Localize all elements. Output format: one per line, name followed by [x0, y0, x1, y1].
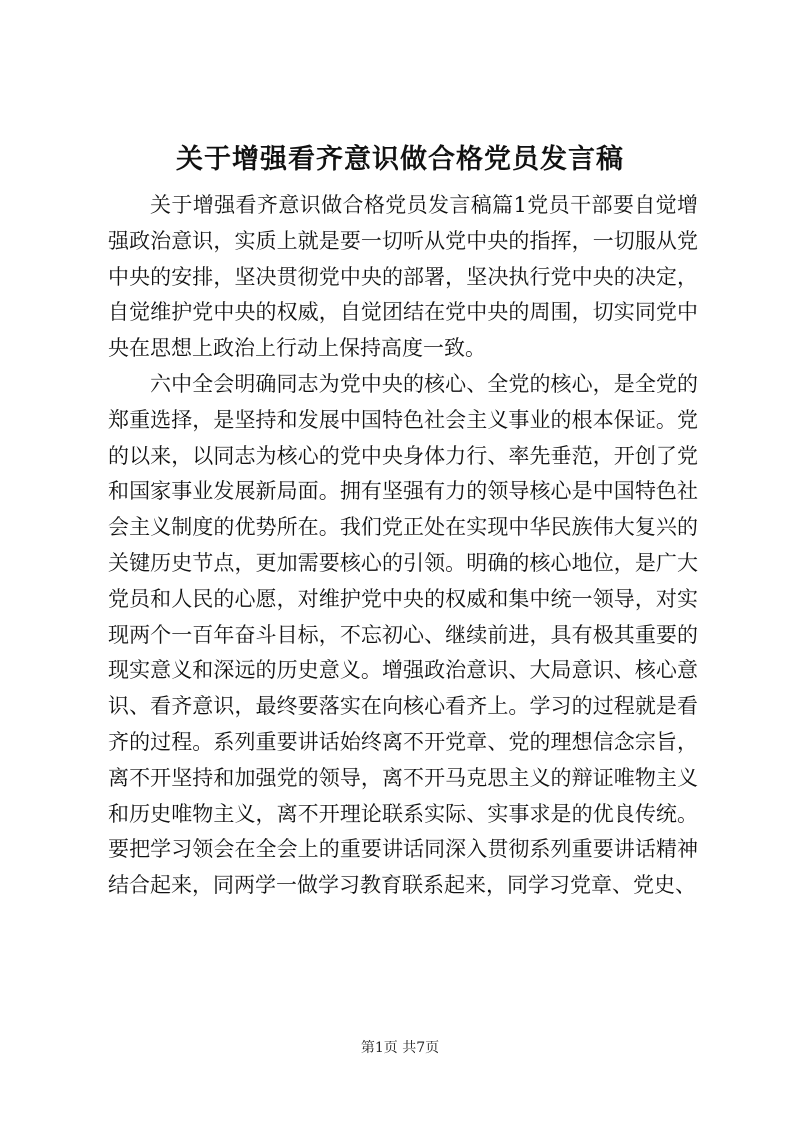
paragraph-2: 六中全会明确同志为党中央的核心、全党的核心，是全党的郑重选择，是坚持和发展中国特色社会主义事业的根本保证。党的以来，以同志为核心的党中央身体力行、率先垂范，开创了党和国家事业发展新局面。拥有坚强有力的领导核心是中国特色社会主义制度的优势所在。我们党正处在实现中华民族伟大复兴的关键历史节点，更加需要核心的引领。明确的核心地位，是广大党员和人民的心愿，对维护党中央的权威和集中统一领导，对实现两个一百年奋斗目标，不忘初心、继续前进，具有极其重要的现实意义和深远的历史意义。增强政治意识、大局意识、核心意识、看齐意识，最终要落实在向核心看齐上。学习的过程就是看齐的过程。系列重要讲话始终离不开党章、党的理想信念宗旨，离不开坚持和加强党的领导，离不开马克思主义的辩证唯物主义和历史唯物主义，离不开理论联系实际、实事求是的优良传统。要把学习领会在全会上的重要讲话同深入贯彻系列重要讲话精神结合起来，同两学一做学习教育联系起来，同学习党章、党史、 [108, 371, 698, 898]
document-title: 关于增强看齐意识做合格党员发言稿 [176, 144, 624, 175]
page-number-footer: 第1页 共7页 [360, 1040, 440, 1056]
document-body [108, 188, 698, 904]
paragraph-1: 关于增强看齐意识做合格党员发言稿篇1党员干部要自觉增强政治意识，实质上就是要一切听从党中央的指挥，一切服从党中央的安排，坚决贯彻党中央的部署，坚决执行党中央的决定，自觉维护党中央的权威，自觉团结在党中央的周围，切实同党中央在思想上政治上行动上保持高度一致。 [108, 193, 698, 361]
